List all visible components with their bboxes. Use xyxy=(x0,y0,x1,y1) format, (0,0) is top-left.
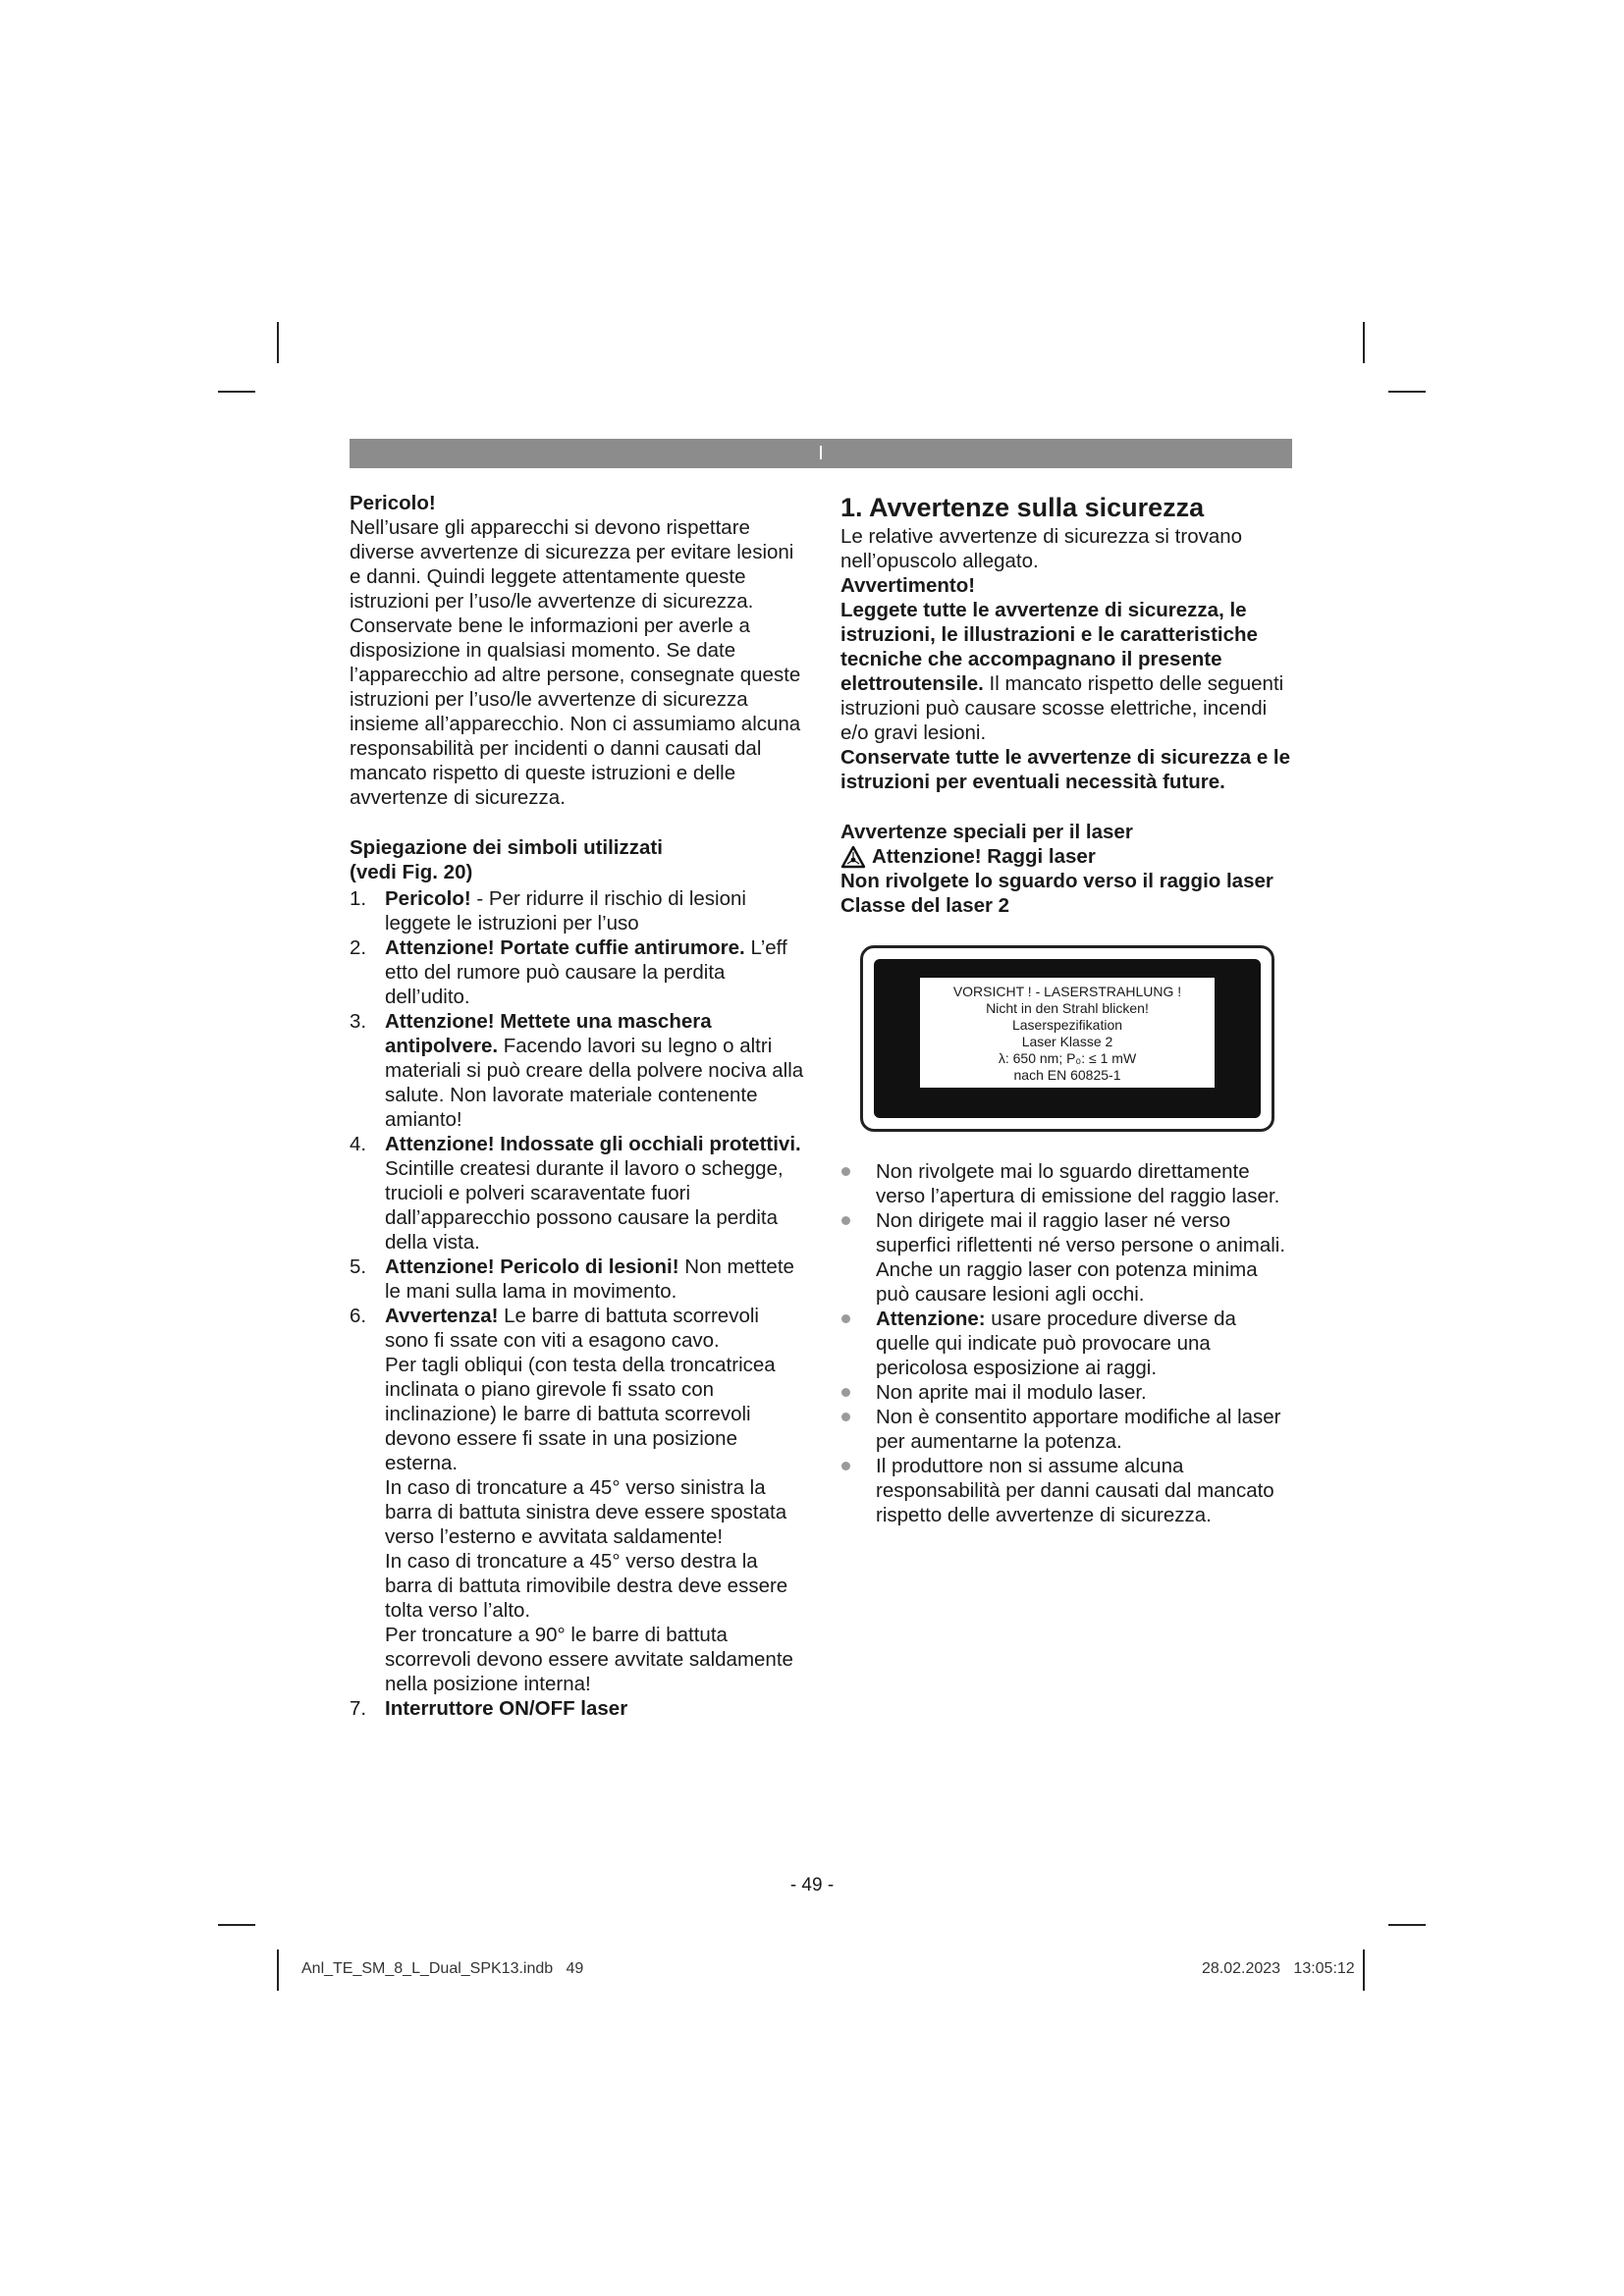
laser-warning-icon xyxy=(840,845,866,869)
item-paragraph: Per troncature a 90° le barre di battuta scorrevoli devono essere avvitate saldamente nella posizione interna! xyxy=(385,1624,793,1695)
laser-no-look: Non rivolgete lo sguardo verso il raggio laser xyxy=(840,870,1273,892)
footer-timestamp: 28.02.2023 13:05:12 xyxy=(1202,1960,1355,1977)
list-item: 1. Pericolo! - Per ridurre il rischio di lesioni leggete le istruzioni per l’uso xyxy=(350,887,746,934)
crop-mark xyxy=(1363,1949,1365,1991)
list-item: Attenzione: usare procedure diverse da quelle qui indicate può provocare una pericolosa esposizione ai raggi. xyxy=(840,1307,1294,1380)
list-item: Non rivolgete mai lo sguardo direttamente verso l’apertura di emissione del raggio laser. xyxy=(840,1159,1294,1208)
crop-mark xyxy=(1363,322,1365,363)
item-paragraph: Per tagli obliqui (con testa della troncatricea inclinata o piano girevole fi ssato con inclinazione) le barre di battuta scorrevoli devono essere fi ssate in una posizione esterna. xyxy=(385,1354,776,1474)
list-item: Non dirigete mai il raggio laser né verso superfici riflettenti né verso persone o animali. Anche un raggio laser con potenza minima può causare lesioni agli occhi. xyxy=(840,1208,1294,1307)
danger-title: Pericolo! xyxy=(350,492,436,514)
list-item: 4. Attenzione! Indossate gli occhiali protettivi. Scintille createsi durante il lavoro o schegge, trucioli e polveri scaraventate fuori dall’apparecchio possono causare la perdita della vista. xyxy=(350,1133,801,1254)
section-title: 1. Avvertenze sulla sicurezza xyxy=(840,493,1205,522)
intro-text: Le relative avvertenze di sicurezza si trovano nell’opuscolo allegato. xyxy=(840,525,1243,572)
right-column xyxy=(840,491,1294,1527)
crop-mark xyxy=(277,322,279,363)
crop-mark xyxy=(218,1924,255,1926)
crop-mark xyxy=(277,1949,279,1991)
laser-warning-label xyxy=(860,945,1274,1132)
list-item: 3. Attenzione! Mettete una maschera antipolvere. Facendo lavori su legno o altri materiali si può creare della polvere nociva alla salute. Non lavorate materiale contenente amianto! xyxy=(350,1010,804,1131)
warning-paragraph: Leggete tutte le avvertenze di sicurezza, le istruzioni, le illustrazioni e le caratteristiche tecniche che accompagnano il presente elettroutensile. Il mancato rispetto delle seguenti istruzioni può causare scosse elettriche, incendi e/o gravi lesioni. xyxy=(840,599,1284,744)
symbols-list xyxy=(350,886,805,1721)
laser-title: Avvertenze speciali per il laser xyxy=(840,821,1133,843)
symbols-subtitle: (vedi Fig. 20) xyxy=(350,861,473,883)
item-paragraph: In caso di troncature a 45° verso sinistra la barra di battuta sinistra deve essere spostata verso l’esterno e avvitata saldamente! xyxy=(385,1476,787,1548)
item-paragraph: In caso di troncature a 45° verso destra la barra di battuta rimovibile destra deve essere tolta verso l’alto. xyxy=(385,1550,788,1622)
laser-class: Classe del laser 2 xyxy=(840,894,1010,917)
keep-instructions: Conservate tutte le avvertenze di sicurezza e le istruzioni per eventuali necessità future. xyxy=(840,746,1291,793)
footer-file-name: Anl_TE_SM_8_L_Dual_SPK13.indb 49 xyxy=(301,1960,584,1977)
list-item: 6. Avvertenza! Le barre di battuta scorrevoli sono fi ssate con viti a esagono cavo. Per tagli obliqui (con testa della troncatricea inclinata o piano girevole fi ssato con inclinazione) le barre di battuta scorrevoli devono essere fi ssate in una posizione esterna. In caso di troncature a 45° verso sinistra la barra di battuta sinistra deve essere spostata verso l’esterno e avvitata saldamente! In caso di troncature a 45° verso destra la barra di battuta rimovibile destra deve essere tolta verso l’alto. Per troncature a 90° le barre di battuta scorrevoli devono essere avvitate saldamente nella posizione interna! xyxy=(350,1304,805,1696)
left-column xyxy=(350,491,805,1721)
list-item: Non aprite mai il modulo laser. xyxy=(840,1380,1294,1405)
list-item: Il produttore non si assume alcuna responsabilità per danni causati dal mancato rispetto delle avvertenze di sicurezza. xyxy=(840,1454,1294,1527)
laser-bullet-list xyxy=(840,1159,1294,1527)
crop-mark xyxy=(1388,391,1426,393)
laser-label-frame xyxy=(874,959,1261,1118)
list-item: 5. Attenzione! Pericolo di lesioni! Non mettete le mani sulla lama in movimento. xyxy=(350,1255,794,1303)
list-item: 7. Interruttore ON/OFF laser xyxy=(350,1697,628,1720)
crop-mark xyxy=(218,391,255,393)
page-number: - 49 - xyxy=(789,1875,835,1896)
laser-warning: Attenzione! Raggi laser xyxy=(840,844,1294,869)
symbols-title: Spiegazione dei simboli utilizzati xyxy=(350,836,663,859)
crop-mark xyxy=(1388,1924,1426,1926)
list-item: Non è consentito apportare modifiche al laser per aumentarne la potenza. xyxy=(840,1405,1294,1454)
danger-text: Nell’usare gli apparecchi si devono rispettare diverse avvertenze di sicurezza per evitare lesioni e danni. Quindi leggete attentamente queste istruzioni per l’uso/le avvertenze di sicurezza. Conservate bene le informazioni per averle a disposizione in qualsiasi momento. Se date l’apparecchio ad altre persone, consegnate queste istruzioni per l’uso/le avvertenze di sicurezza insieme all’apparecchio. Non ci assumiamo alcuna responsabilità per incidenti o danni causati dal mancato rispetto di queste istruzioni e delle avvertenze di sicurezza. xyxy=(350,516,801,809)
laser-label-text: VORSICHT ! - LASERSTRAHLUNG ! Nicht in den Strahl blicken! Laserspezifikation Laser Klasse 2 λ: 650 nm; P₀: ≤ 1 mW nach EN 60825-1 xyxy=(920,978,1215,1088)
language-tab-label: I xyxy=(818,443,824,464)
language-tab-bar xyxy=(350,439,1292,468)
list-item: 2. Attenzione! Portate cuffie antirumore. L’eff etto del rumore può causare la perdita dell’udito. xyxy=(350,936,787,1008)
warning-label: Avvertimento! xyxy=(840,574,976,597)
